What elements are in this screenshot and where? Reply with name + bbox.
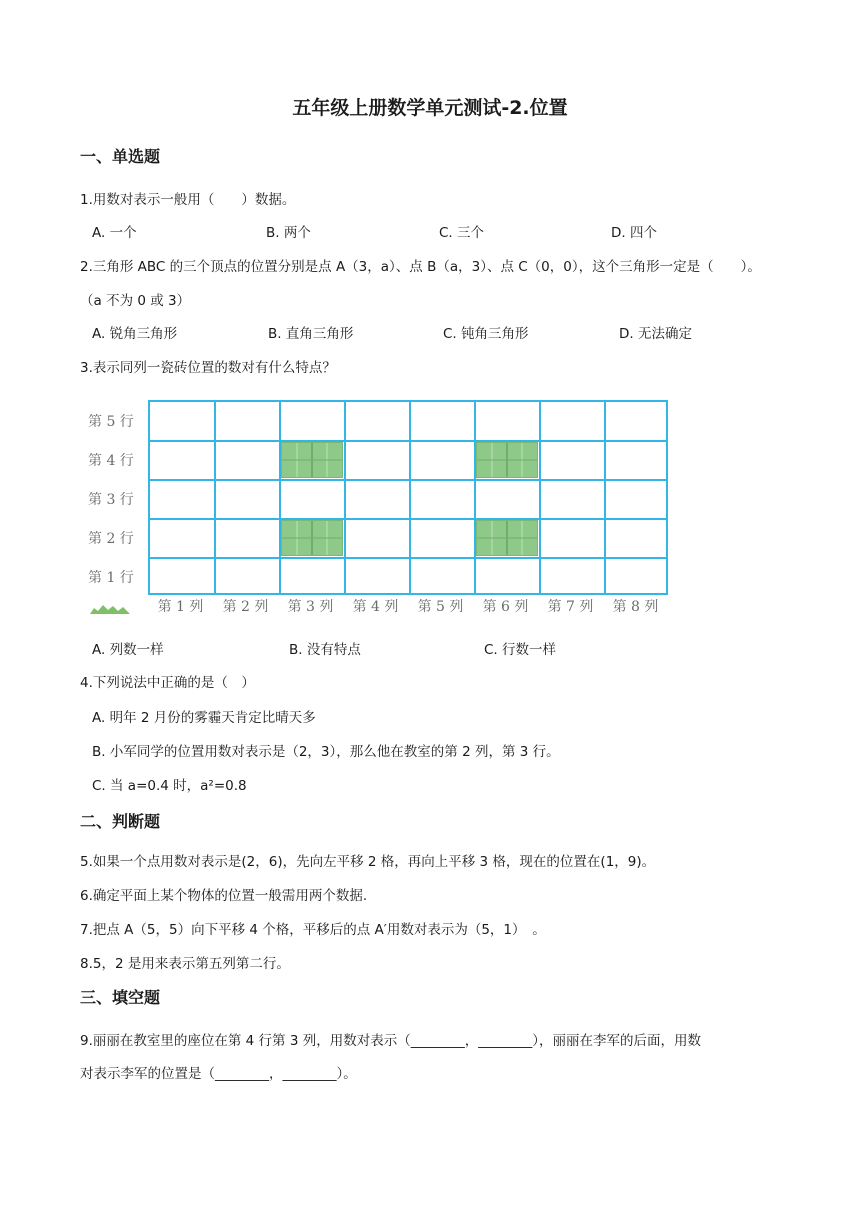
grid-column-line <box>409 402 411 593</box>
row-label: 第 1 行 <box>88 569 134 586</box>
row-label: 第 4 行 <box>88 452 134 469</box>
question-6-text: 6.确定平面上某个物体的位置一般需用两个数据. <box>80 888 368 904</box>
question-1-text: 1.用数对表示一般用（ ）数据。 <box>80 192 296 208</box>
question-8-text: 8.5，2 是用来表示第五列第二行。 <box>80 956 290 972</box>
row-label: 第 2 行 <box>88 530 134 547</box>
question-9-text-cont: 对表示李军的位置是（________，________）。 <box>80 1066 357 1082</box>
section-heading-fill-blank: 三、填空题 <box>80 988 161 1007</box>
tile-grid <box>148 400 668 595</box>
grid-row-line <box>150 440 666 442</box>
column-label: 第 5 列 <box>417 599 464 615</box>
q1-option-b: B. 两个 <box>266 225 311 241</box>
column-label: 第 1 列 <box>157 599 204 615</box>
grid-row-line <box>150 557 666 559</box>
q1-option-a: A. 一个 <box>92 225 137 241</box>
grid-column-line <box>604 402 606 593</box>
green-tile <box>281 520 343 556</box>
question-2-text: 2.三角形 ABC 的三个顶点的位置分别是点 A（3，a）、点 B（a，3）、点 C（0，0），这个三角形一定是（ ）。 <box>80 259 761 275</box>
row-label: 第 5 行 <box>88 413 134 430</box>
row-label: 第 3 行 <box>88 491 134 508</box>
q4-option-b: B. 小军同学的位置用数对表示是（2，3），那么他在教室的第 2 列，第 3 行。 <box>92 744 560 760</box>
question-4-text: 4.下列说法中正确的是（ ） <box>80 675 255 691</box>
q2-option-b: B. 直角三角形 <box>268 326 354 342</box>
column-label: 第 3 列 <box>287 599 334 615</box>
column-label: 第 8 列 <box>612 599 659 615</box>
q1-option-d: D. 四个 <box>611 225 657 241</box>
q2-option-d: D. 无法确定 <box>619 326 692 342</box>
column-label: 第 4 列 <box>352 599 399 615</box>
section-heading-true-false: 二、判断题 <box>80 812 161 831</box>
q3-option-a: A. 列数一样 <box>92 642 164 658</box>
green-tile <box>476 442 538 478</box>
grid-row-line <box>150 518 666 520</box>
column-label: 第 6 列 <box>482 599 529 615</box>
grid-column-line <box>474 402 476 593</box>
q2-option-a: A. 锐角三角形 <box>92 326 178 342</box>
section-heading-single-choice: 一、单选题 <box>80 147 161 166</box>
question-3-text: 3.表示同列一瓷砖位置的数对有什么特点？ <box>80 360 336 376</box>
q4-option-c: C. 当 a=0.4 时，a²=0.8 <box>92 778 247 794</box>
q3-option-c: C. 行数一样 <box>484 642 557 658</box>
grid-column-line <box>214 402 216 593</box>
grass-decoration <box>90 602 130 614</box>
grid-row-line <box>150 479 666 481</box>
q2-option-c: C. 钝角三角形 <box>443 326 529 342</box>
q1-option-c: C. 三个 <box>439 225 485 241</box>
tile-grid-figure <box>86 388 674 620</box>
question-5-text: 5.如果一个点用数对表示是(2，6)，先向左平移 2 格，再向上平移 3 格，现在的位置在(1，9)。 <box>80 854 656 870</box>
page-title: 五年级上册数学单元测试-2.位置 <box>292 97 568 119</box>
question-9-text: 9.丽丽在教室里的座位在第 4 行第 3 列，用数对表示（________，________），丽丽在李军的后面，用数 <box>80 1033 701 1049</box>
column-label: 第 7 列 <box>547 599 594 615</box>
q3-option-b: B. 没有特点 <box>289 642 361 658</box>
grid-column-line <box>539 402 541 593</box>
green-tile <box>476 520 538 556</box>
column-label: 第 2 列 <box>222 599 269 615</box>
question-2-text-cont: （a 不为 0 或 3） <box>80 293 191 309</box>
grid-column-line <box>279 402 281 593</box>
q4-option-a: A. 明年 2 月份的雾霾天肯定比晴天多 <box>92 710 316 726</box>
green-tile <box>281 442 343 478</box>
grid-column-line <box>344 402 346 593</box>
question-7-text: 7.把点 A（5，5）向下平移 4 个格，平移后的点 A′用数对表示为（5，1） 。 <box>80 922 546 938</box>
